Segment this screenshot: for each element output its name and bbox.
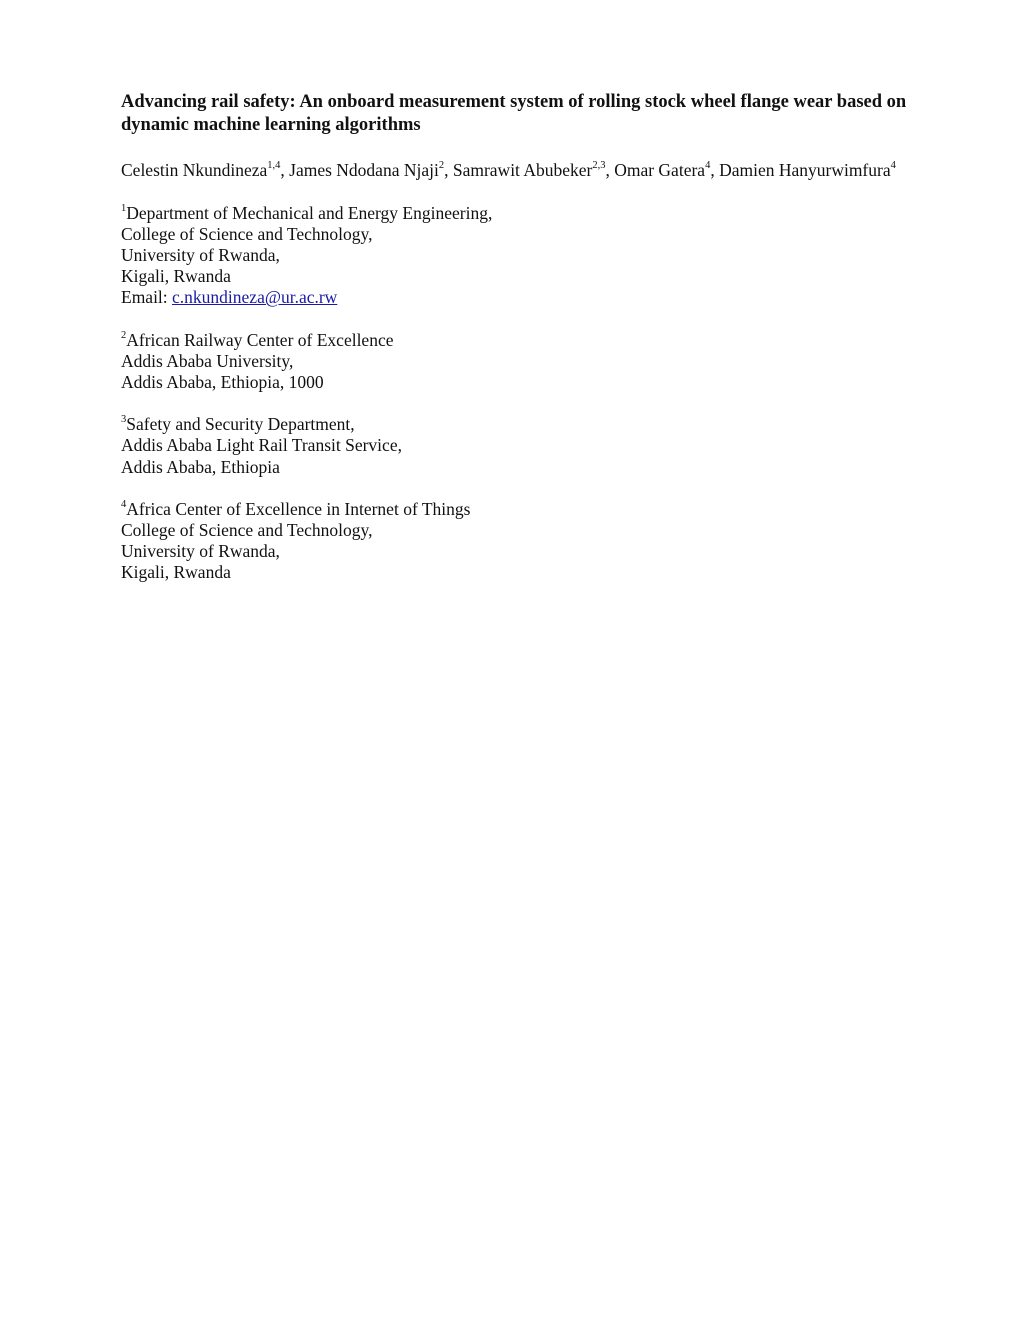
author <box>289 160 453 180</box>
affiliation-line: University of Rwanda, <box>121 244 280 265</box>
affiliation-line <box>121 330 921 351</box>
author-affiliation-marker: 1,4 <box>267 160 281 172</box>
author-name: Omar Gatera <box>614 160 706 180</box>
author-affiliation-marker: 4 <box>890 160 896 172</box>
author <box>719 160 896 180</box>
author-separator: , <box>444 160 453 180</box>
email-link[interactable]: c.nkundineza@ur.ac.rw <box>172 287 338 308</box>
paper-title: Advancing rail safety: An onboard measurement system of rolling stock wheel flange wear based on dynamic machine learning algorithms <box>121 92 907 135</box>
affiliation <box>121 414 921 478</box>
affiliation-text: Safety and Security Department, <box>126 414 355 435</box>
affiliation-line: Addis Ababa University, <box>121 350 294 371</box>
affiliation-text: Africa Center of Excellence in Internet of Things <box>126 498 471 519</box>
affiliation-number: 2 <box>121 329 127 341</box>
affiliation-line <box>121 203 921 224</box>
author-list <box>121 160 921 182</box>
affiliation-line: Addis Ababa, Ethiopia <box>121 456 280 477</box>
affiliation-text: African Railway Center of Excellence <box>126 329 394 350</box>
affiliation-number: 3 <box>121 414 127 426</box>
affiliation-line: Kigali, Rwanda <box>121 562 231 583</box>
author-name: Samrawit Abubeker <box>452 160 593 180</box>
affiliation-line <box>121 414 921 435</box>
author-affiliation-marker: 4 <box>705 160 711 172</box>
author-separator: , <box>710 160 720 180</box>
author-separator: , <box>605 160 615 180</box>
affiliation-line: College of Science and Technology, <box>121 223 373 244</box>
paper-first-page <box>121 91 921 584</box>
email-line <box>121 287 921 308</box>
affiliation-line: Addis Ababa, Ethiopia, 1000 <box>121 371 324 392</box>
author-affiliation-marker: 2 <box>438 160 445 172</box>
affiliation-line: College of Science and Technology, <box>121 519 373 540</box>
author <box>614 160 719 180</box>
author <box>453 160 614 180</box>
affiliation <box>121 330 921 394</box>
email-label: Email: <box>121 287 173 308</box>
author-name: Damien Hanyurwimfura <box>719 160 891 180</box>
affiliation-number: 4 <box>121 498 127 510</box>
author-affiliation-marker: 2,3 <box>592 160 606 172</box>
affiliation-line: University of Rwanda, <box>121 541 280 562</box>
affiliation-text: Department of Mechanical and Energy Engineering, <box>126 202 493 223</box>
affiliation-line: Kigali, Rwanda <box>121 266 231 287</box>
author <box>121 160 289 180</box>
author-name: James Ndodana Njaji <box>289 160 439 180</box>
affiliation-line <box>121 499 921 520</box>
author-name: Celestin Nkundineza <box>121 160 268 180</box>
affiliation <box>121 203 921 309</box>
affiliation <box>121 499 921 584</box>
affiliation-number: 1 <box>121 202 127 214</box>
author-separator: , <box>280 160 290 180</box>
affiliation-line: Addis Ababa Light Rail Transit Service, <box>121 435 402 456</box>
